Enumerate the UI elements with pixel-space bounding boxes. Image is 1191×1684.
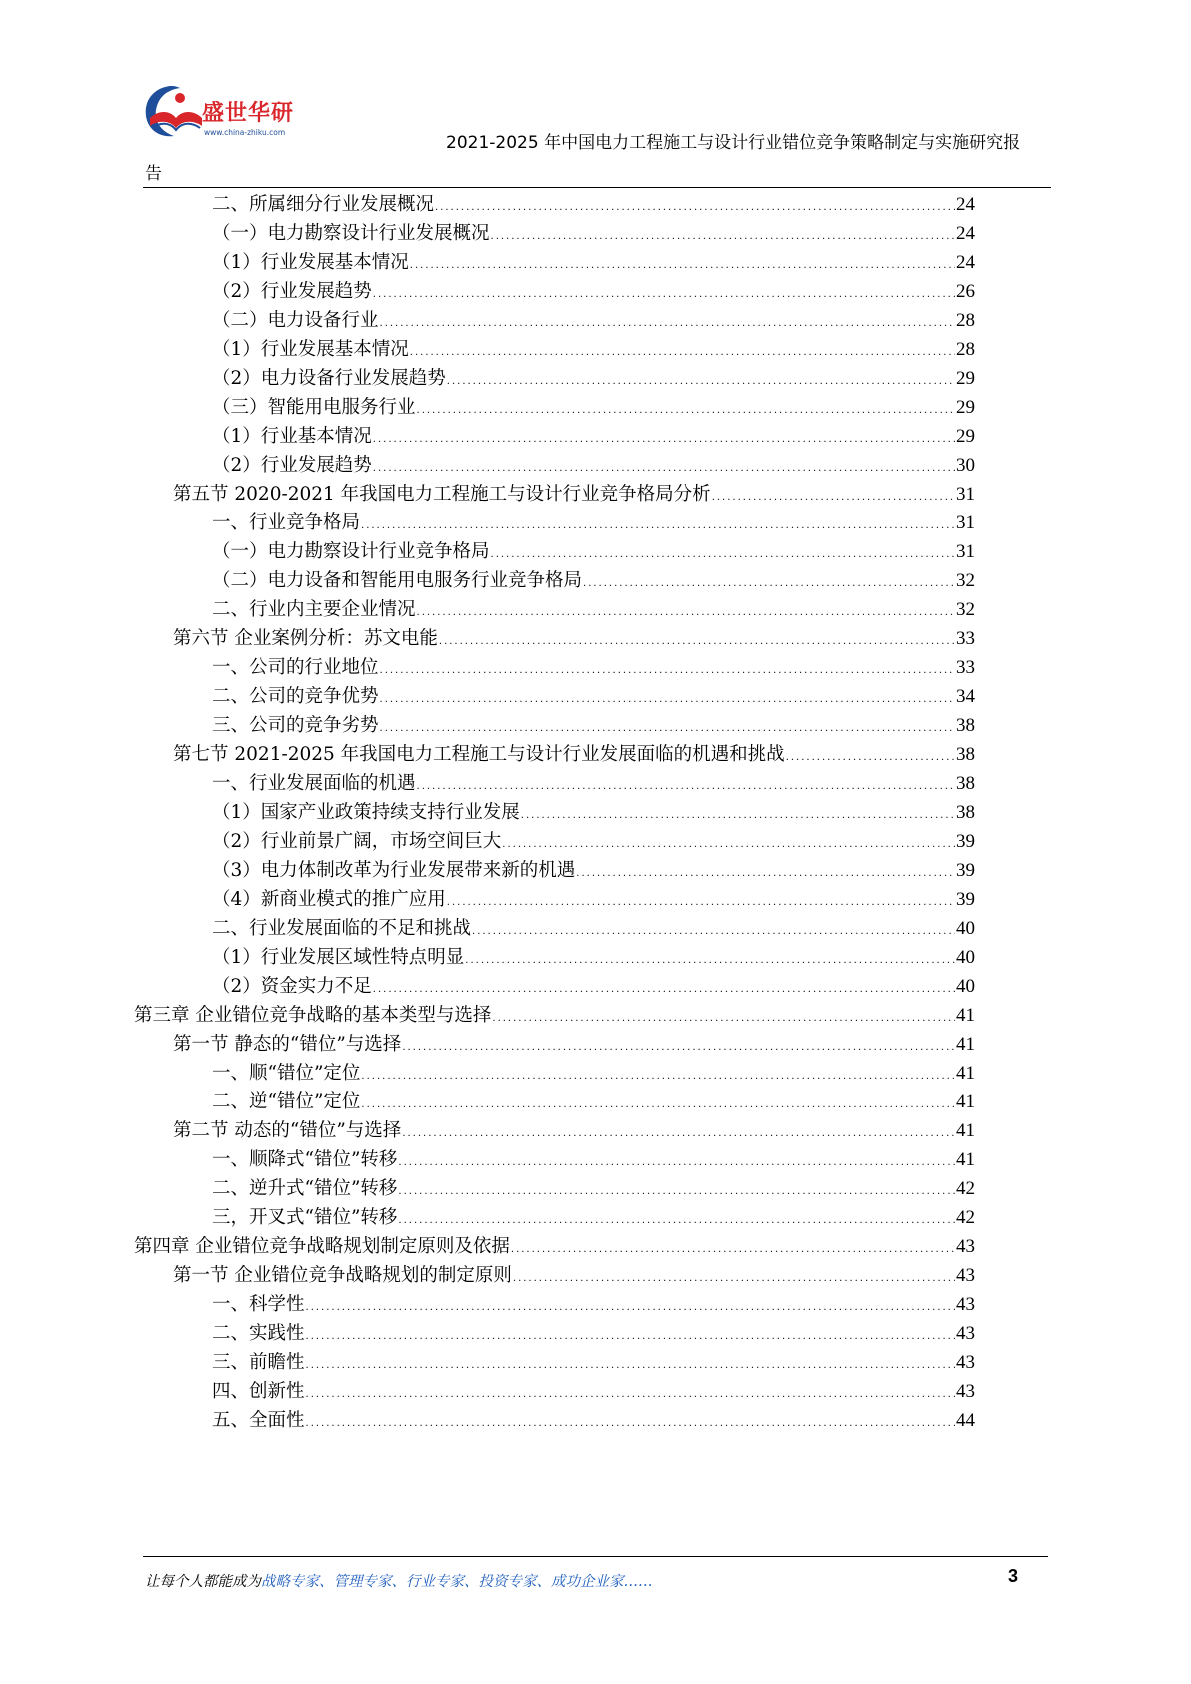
toc-entry-title: 三、前瞻性	[212, 1352, 305, 1373]
toc-entry-title: 二、实践性	[212, 1323, 305, 1345]
toc-entry-page: 43	[956, 1352, 975, 1373]
company-logo	[140, 80, 310, 150]
toc-entry-title: 一、科学性	[212, 1294, 305, 1316]
toc-entry-page: 43	[956, 1323, 975, 1345]
header-divider	[143, 187, 1051, 188]
toc-entry-title: 第三章 企业错位竞争战略的基本类型与选择	[134, 1004, 492, 1026]
toc-entry[interactable]	[173, 739, 975, 770]
toc-entry-page: 31	[956, 512, 975, 534]
toc-entry-title: （二）电力设备行业	[212, 309, 379, 331]
toc-entry-title: （1）行业基本情况	[212, 425, 372, 447]
toc-entry[interactable]	[212, 855, 975, 886]
toc-entry[interactable]	[212, 1318, 975, 1349]
toc-entry-title: 一、公司的行业地位	[212, 657, 379, 679]
toc-entry-title: 第一节 静态的“错位”与选择	[173, 1033, 402, 1055]
toc-entry-title: 二、逆升式“错位”转移	[212, 1178, 398, 1200]
toc-entry[interactable]	[134, 1231, 975, 1262]
toc-entry-page: 41	[956, 1120, 975, 1142]
toc-entry-page: 38	[956, 773, 975, 794]
report-title-continued: 告	[145, 164, 162, 184]
toc-entry-title: 第五节 2020-2021 年我国电力工程施工与设计行业竞争格局分析	[173, 483, 711, 505]
toc-entry-page: 32	[956, 599, 975, 621]
toc-entry-title: 二、所属细分行业发展概况	[212, 194, 435, 215]
toc-entry[interactable]	[173, 1260, 975, 1291]
toc-entry[interactable]	[212, 826, 975, 857]
toc-entry[interactable]	[212, 942, 975, 973]
toc-entry-page: 33	[956, 657, 975, 679]
toc-entry-title: 第四章 企业错位竞争战略规划制定原则及依据	[134, 1236, 510, 1258]
toc-entry-title: （二）电力设备和智能用电服务行业竞争格局	[212, 570, 583, 592]
toc-entry-page: 41	[956, 1004, 975, 1026]
toc-entry[interactable]	[212, 565, 975, 596]
toc-entry[interactable]	[173, 1029, 975, 1060]
toc-entry-title: （2）行业发展趋势	[212, 454, 372, 476]
toc-entry-title: 五、全面性	[212, 1409, 305, 1431]
toc-entry-page: 24	[956, 251, 975, 273]
toc-entry-page: 31	[956, 483, 975, 505]
toc-entry[interactable]	[212, 710, 975, 741]
toc-entry-title: （3）电力体制改革为行业发展带来新的机遇	[212, 859, 576, 881]
toc-entry-page: 42	[956, 1207, 975, 1229]
toc-entry-page: 40	[956, 917, 975, 939]
toc-entry[interactable]	[212, 594, 975, 625]
toc-entry-title: 一、行业竞争格局	[212, 512, 361, 534]
toc-entry-page: 33	[956, 628, 975, 650]
toc-entry[interactable]	[212, 1347, 975, 1378]
toc-entry-title: 二、公司的竞争优势	[212, 686, 379, 708]
toc-entry-page: 40	[956, 975, 975, 997]
toc-entry-title: （1）行业发展基本情况	[212, 251, 409, 273]
toc-entry[interactable]	[212, 392, 975, 423]
toc-entry[interactable]	[212, 1376, 975, 1407]
toc-entry[interactable]	[173, 479, 975, 510]
toc-entry[interactable]	[212, 1173, 975, 1204]
page-number: 3	[1008, 1566, 1019, 1586]
toc-entry[interactable]	[212, 421, 975, 452]
toc-entry[interactable]	[212, 1058, 975, 1089]
toc-entry[interactable]	[212, 247, 975, 278]
toc-entry-page: 39	[956, 830, 975, 852]
toc-entry[interactable]	[212, 797, 975, 828]
toc-entry-title: （1）行业发展基本情况	[212, 338, 409, 360]
toc-entry[interactable]	[212, 334, 975, 365]
toc-entry[interactable]	[212, 768, 975, 799]
toc-entry-page: 43	[956, 1236, 975, 1258]
toc-entry-title: 二、逆“错位”定位	[212, 1091, 361, 1113]
footer-divider	[143, 1556, 1048, 1557]
toc-entry-page: 32	[956, 570, 975, 592]
footer-slogan	[145, 1570, 653, 1591]
toc-entry[interactable]	[212, 1144, 975, 1175]
toc-entry-page: 24	[956, 222, 975, 244]
toc-entry[interactable]	[212, 189, 975, 220]
dot-leader	[306, 1408, 955, 1439]
toc-entry[interactable]	[212, 363, 975, 394]
toc-entry[interactable]	[212, 218, 975, 249]
slogan-prefix: 让每个人都能成为	[145, 1574, 261, 1590]
toc-entry[interactable]	[212, 450, 975, 481]
toc-entry[interactable]	[173, 1115, 975, 1146]
toc-entry-page: 43	[956, 1380, 975, 1402]
book-swoosh-icon	[140, 80, 210, 146]
logo-website-url: www.china-zhiku.com	[204, 128, 286, 137]
toc-entry-title: （一）电力勘察设计行业竞争格局	[212, 541, 490, 563]
toc-entry[interactable]	[212, 971, 975, 1002]
toc-entry-title: 二、行业内主要企业情况	[212, 599, 416, 621]
toc-entry-title: （2）资金实力不足	[212, 975, 372, 997]
toc-entry-page: 38	[956, 715, 975, 737]
toc-entry-title: （2）电力设备行业发展趋势	[212, 367, 446, 389]
toc-entry-page: 39	[956, 859, 975, 881]
toc-entry[interactable]	[212, 1289, 975, 1320]
toc-entry-title: 第六节 企业案例分析：苏文电能	[173, 628, 438, 650]
toc-entry[interactable]	[212, 276, 975, 307]
toc-entry-title: （1）国家产业政策持续支持行业发展	[212, 801, 520, 823]
toc-entry-page: 29	[956, 396, 975, 418]
toc-entry-title: 一、行业发展面临的机遇	[212, 773, 416, 794]
toc-entry-title: （一）电力勘察设计行业发展概况	[212, 222, 490, 244]
toc-entry-page: 26	[956, 280, 975, 302]
toc-entry[interactable]	[212, 536, 975, 567]
toc-entry-title: （2）行业发展趋势	[212, 280, 372, 302]
slogan-highlight: 战略专家、管理专家、行业专家、投资专家、成功企业家……	[261, 1574, 653, 1590]
toc-entry-page: 31	[956, 541, 975, 563]
page-header	[0, 0, 1191, 190]
toc-entry-title: （2）行业前景广阔，市场空间巨大	[212, 830, 502, 852]
toc-entry-page: 43	[956, 1294, 975, 1316]
toc-entry-title: 一、顺降式“错位”转移	[212, 1149, 398, 1171]
toc-entry[interactable]	[212, 305, 975, 336]
toc-entry[interactable]	[212, 1202, 975, 1233]
toc-entry[interactable]	[173, 623, 975, 654]
toc-entry-page: 34	[956, 686, 975, 708]
toc-entry-page: 41	[956, 1149, 975, 1171]
toc-entry-title: 第七节 2021-2025 年我国电力工程施工与设计行业发展面临的机遇和挑战	[173, 744, 785, 766]
toc-entry-title: 三，开叉式“错位”转移	[212, 1207, 398, 1229]
toc-entry-title: 三、公司的竞争劣势	[212, 715, 379, 737]
toc-entry[interactable]	[212, 1086, 975, 1117]
toc-entry[interactable]	[212, 652, 975, 683]
toc-entry-page: 28	[956, 309, 975, 331]
logo-company-name: 盛世华研	[202, 101, 295, 126]
toc-entry-page: 24	[956, 194, 975, 215]
toc-entry-page: 43	[956, 1265, 975, 1287]
toc-entry-page: 41	[956, 1091, 975, 1113]
toc-entry-page: 38	[956, 744, 975, 766]
toc-entry-title: 一、顺“错位”定位	[212, 1062, 361, 1084]
toc-entry-title: 二、行业发展面临的不足和挑战	[212, 917, 472, 939]
toc-entry[interactable]	[212, 1405, 975, 1436]
toc-entry[interactable]	[212, 913, 975, 944]
toc-entry-title: （1）行业发展区域性特点明显	[212, 946, 465, 968]
toc-entry-page: 42	[956, 1178, 975, 1200]
toc-entry-title: （4）新商业模式的推广应用	[212, 888, 446, 910]
toc-entry-page: 30	[956, 454, 975, 476]
toc-entry[interactable]	[212, 507, 975, 538]
toc-entry-page: 41	[956, 1062, 975, 1084]
toc-entry[interactable]	[134, 1000, 975, 1031]
toc-entry-title: 四、创新性	[212, 1380, 305, 1402]
toc-entry-page: 38	[956, 801, 975, 823]
toc-entry-page: 40	[956, 946, 975, 968]
toc-entry[interactable]	[212, 884, 975, 915]
toc-entry[interactable]	[212, 681, 975, 712]
toc-entry-page: 41	[956, 1033, 975, 1055]
toc-entry-page: 29	[956, 367, 975, 389]
toc-entry-title: 第一节 企业错位竞争战略规划的制定原则	[173, 1265, 512, 1287]
toc-entry-page: 28	[956, 338, 975, 360]
report-title: 2021-2025 年中国电力工程施工与设计行业错位竞争策略制定与实施研究报	[446, 133, 1021, 153]
toc-entry-page: 39	[956, 888, 975, 910]
toc-entry-title: 第二节 动态的“错位”与选择	[173, 1120, 402, 1142]
toc-entry-title: （三）智能用电服务行业	[212, 396, 416, 418]
toc-entry-page: 44	[956, 1409, 975, 1431]
toc-entry-page: 29	[956, 425, 975, 447]
